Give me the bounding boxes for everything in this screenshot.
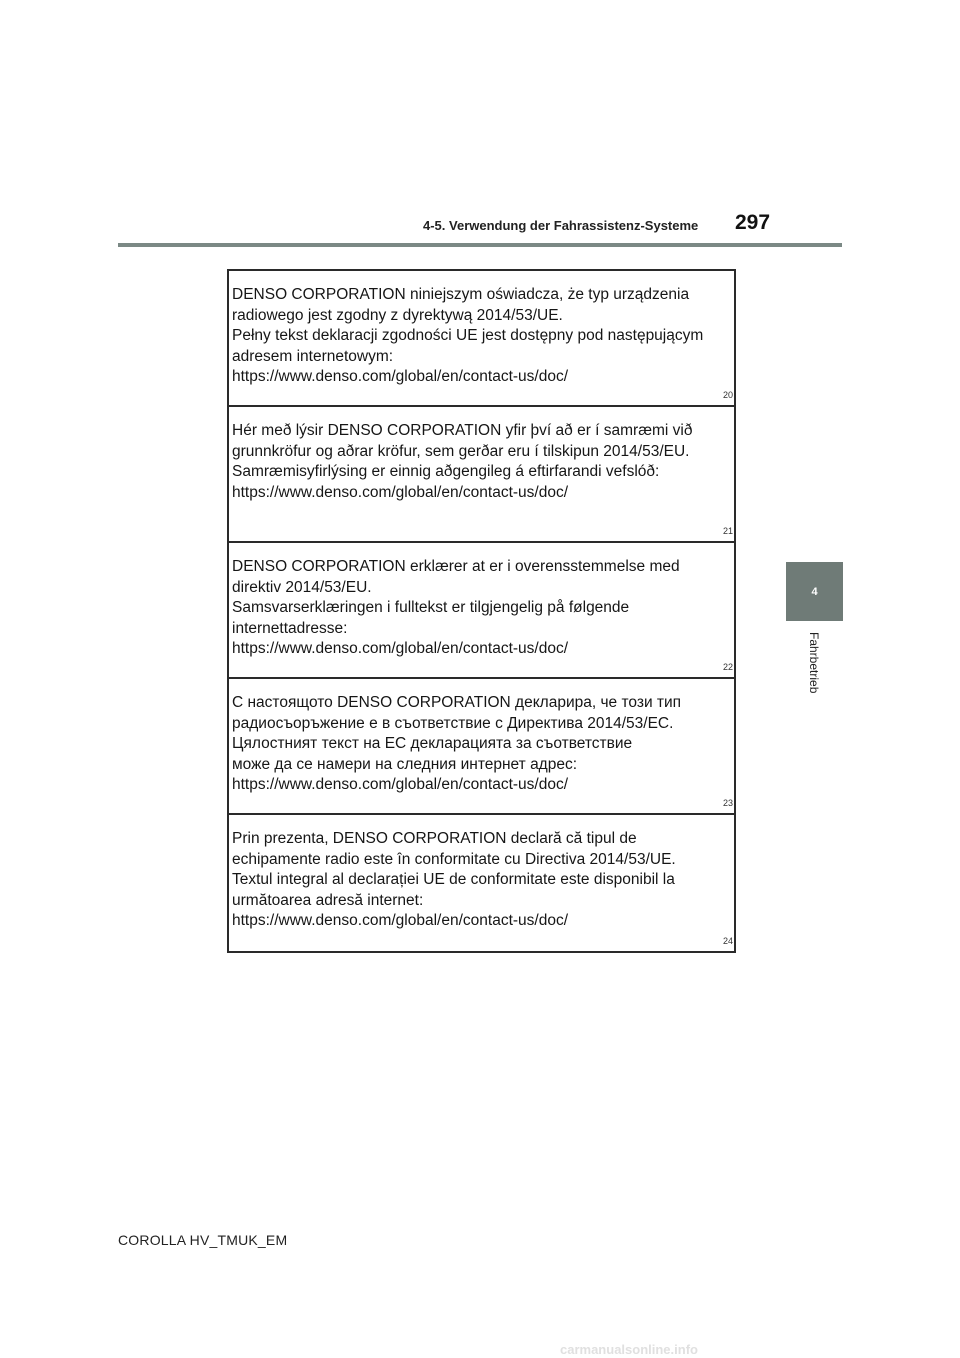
chapter-tab[interactable] [786, 562, 843, 621]
section-number: 22 [722, 662, 733, 672]
declaration-line: adresem internetowym: [232, 347, 394, 365]
chapter-label: Fahrbetrieb [807, 632, 821, 694]
chapter-number: 4 [811, 585, 818, 598]
section-number: 20 [722, 390, 733, 400]
declaration-section-romanian [229, 815, 734, 951]
declaration-line: DENSO CORPORATION niniejszym oświadcza, że typ urządzenia [232, 286, 690, 303]
section-number: 23 [722, 798, 733, 808]
declaration-line: Цялостният текст на ЕС декларацията за съответствие [232, 735, 633, 752]
declaration-line: DENSO CORPORATION erklærer at er i overensstemmelse med [232, 558, 680, 575]
declaration-text [232, 421, 730, 503]
declaration-line: Textul integral al declarației UE de conformitate este disponibil la [232, 871, 675, 888]
declaration-line: următoarea adresă internet: [232, 891, 424, 909]
declaration-url: https://www.denso.com/global/en/contact-us/doc/ [232, 912, 569, 929]
watermark: carmanualsonline.info [560, 1342, 698, 1357]
declaration-url: https://www.denso.com/global/en/contact-us/doc/ [232, 776, 569, 793]
section-number: 24 [722, 936, 733, 946]
declaration-line: може да се намери на следния интернет адрес: [232, 755, 578, 773]
declaration-line: radiowego jest zgodny z dyrektywą 2014/53/UE. [232, 306, 563, 324]
declaration-text [232, 693, 730, 796]
declaration-line: Pełny tekst deklaracji zgodności UE jest dostępny pod następującym [232, 327, 704, 344]
declaration-text [232, 557, 730, 660]
declaration-line: direktiv 2014/53/EU. [232, 578, 372, 596]
declaration-section-icelandic [229, 407, 734, 543]
declaration-url: https://www.denso.com/global/en/contact-us/doc/ [232, 368, 569, 385]
declaration-section-norwegian [229, 543, 734, 679]
declaration-section-polish [229, 271, 734, 407]
declaration-text [232, 829, 730, 932]
declaration-line: grunnkröfur og aðrar kröfur, sem gerðar eru í tilskipun 2014/53/EU. [232, 442, 690, 460]
declaration-line: echipamente radio este în conformitate cu Directiva 2014/53/UE. [232, 850, 676, 868]
declaration-line: Prin prezenta, DENSO CORPORATION declară că tipul de [232, 830, 637, 847]
header-rule [118, 243, 842, 247]
declaration-line: радиосъоръжение е в съответствие с Директива 2014/53/ЕС. [232, 714, 674, 732]
page-number: 297 [735, 211, 771, 234]
declaration-url: https://www.denso.com/global/en/contact-us/doc/ [232, 640, 569, 657]
declaration-line: Samræmisyfirlýsing er einnig aðgengileg á eftirfarandi vefslóð: [232, 463, 660, 480]
declaration-table [227, 269, 736, 953]
declaration-url: https://www.denso.com/global/en/contact-us/doc/ [232, 483, 569, 501]
declaration-line: С настоящото DENSO CORPORATION декларира, че този тип [232, 694, 682, 711]
declaration-line: internettadresse: [232, 619, 348, 637]
section-number: 21 [722, 526, 733, 536]
footer-model-code: COROLLA HV_TMUK_EM [118, 1232, 288, 1248]
declaration-text [232, 285, 730, 388]
declaration-line: Samsvarserklæringen i fulltekst er tilgjengelig på følgende [232, 599, 630, 616]
declaration-section-bulgarian [229, 679, 734, 815]
declaration-line: Hér með lýsir DENSO CORPORATION yfir því að er í samræmi við [232, 422, 693, 439]
section-title: 4-5. Verwendung der Fahrassistenz-Systeme [423, 218, 699, 233]
